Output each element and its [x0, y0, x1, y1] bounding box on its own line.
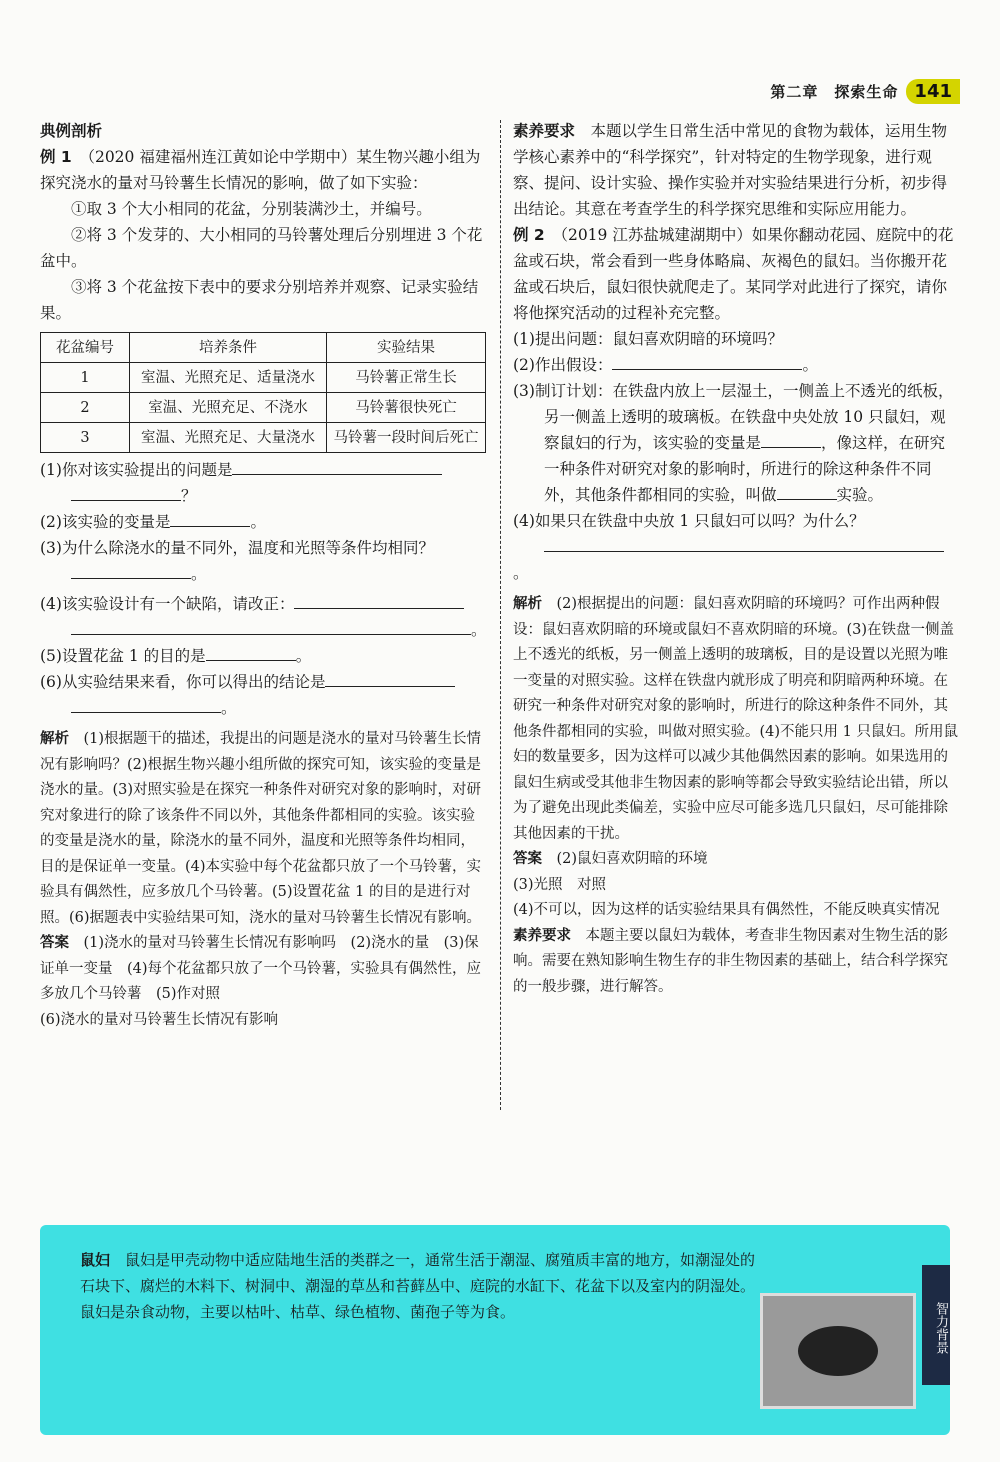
answer-label: 答案 [513, 851, 542, 867]
r-question-1: (1)提出问题：鼠妇喜欢阴暗的环境吗？ [513, 330, 783, 348]
answer-blank [294, 592, 464, 609]
table-header-row [41, 333, 486, 363]
r-question-4-cont: 。 [513, 534, 958, 586]
table-cell: 1 [41, 363, 130, 393]
table-cell: 室温、光照充足、适量浇水 [130, 363, 327, 393]
answer-blank [777, 483, 837, 500]
question-1-cont: ？ [40, 483, 488, 509]
r-question-3: (3)制订计划：在铁盘内放上一层湿土，一侧盖上不透光的纸板，另一侧盖上透明的玻璃板。在铁盘中央处放 10 只鼠妇，观察鼠妇的行为，该实验的变量是 ，像这样，在研究一种条件对研究对象的影响时，所进行的除这种条件不同外，其他条件都相同的实验，叫做 实验。 [513, 382, 954, 504]
chapter-title: 第二章 探索生命 [770, 82, 899, 101]
table-row [41, 423, 486, 453]
step-2: ②将 3 个发芽的、大小相同的马铃薯处理后分别埋进 3 个花盆中。 [40, 226, 483, 270]
answer-2-4: (4)不可以，因为这样的话实验结果具有偶然性，不能反映真实情况 [513, 902, 940, 918]
r-question-2: (2)作出假设： 。 [513, 352, 958, 378]
table-cell: 室温、光照充足、不浇水 [130, 393, 327, 423]
answer-blank [71, 618, 471, 635]
literacy-label: 素养要求 [513, 927, 571, 944]
answer-blank [325, 670, 455, 687]
question-5: (5)设置花盆 1 的目的是 。 [40, 643, 488, 669]
table-cell: 3 [41, 423, 130, 453]
woodlouse-icon [798, 1326, 878, 1376]
literacy-2: 素养要求 本题主要以鼠妇为载体，考查非生物因素对生物生活的影响。需要在熟知影响生物生存的非生物因素的基础上，结合科学探究的一般步骤，进行解答。 [513, 927, 948, 995]
woodlouse-photo [760, 1293, 916, 1409]
analysis-label: 解析 [513, 596, 542, 612]
background-text: 鼠妇 鼠妇是甲壳动物中适应陆地生活的类群之一，通常生活于潮湿、腐殖质丰富的地方，如潮湿处的石块下、腐烂的木料下、树洞中、潮湿的草丛和苔藓丛中、庭院的水缸下、花盆下以及室内的阴湿处。鼠妇是杂食动物，主要以枯叶、枯草、绿色植物、菌孢子等为食。 [80, 1251, 756, 1321]
answer-blank [761, 431, 821, 448]
answer-2: 答案 (2)鼠妇喜欢阴暗的环境 [513, 851, 708, 867]
question-2: (2)该实验的变量是 。 [40, 509, 488, 535]
answer-blank [170, 510, 250, 527]
right-column [513, 118, 958, 1000]
question-6: (6)从实验结果来看，你可以得出的结论是 [40, 669, 488, 695]
example-2-intro: 例 2 （2019 江苏盐城建湖期中）如果你翻动花园、庭院中的花盆或石块，常会看到一些身体略扁、灰褐色的鼠妇。当你搬开花盆或石块后，鼠妇很快就爬走了。某同学对此进行了探究，请你将他探究活动的过程补充完整。 [513, 226, 954, 322]
table-header: 实验结果 [327, 333, 486, 363]
question-4: (4)该实验设计有一个缺陷，请改正： [40, 591, 488, 617]
question-3-cont: 。 [40, 561, 488, 587]
analysis-label: 解析 [40, 731, 69, 747]
column-divider [500, 120, 501, 1110]
analysis-2: 解析 (2)根据提出的问题：鼠妇喜欢阴暗的环境吗？可作出两种假设：鼠妇喜欢阴暗的环境或鼠妇不喜欢阴暗的环境。(3)在铁盘一侧盖上不透光的纸板，另一侧盖上透明的玻璃板，目的是设置以光照为唯一变量的对照实验。这样在铁盘内就形成了明亮和阴暗两种环境。在研究一种条件对研究对象的影响时，所进行的除这种条件不同外，其他条件都相同的实验，叫做对照实验。(4)不能只用 1 只鼠妇。所用鼠妇的数量要多，因为这样可以减少其他偶然因素的影响。如果选用的鼠妇生病或受其他非生物因素的影响等都会导致实验结论出错，所以为了避免出现此类偏差，实验中应尽可能多选几只鼠妇，尽可能排除其他因素的干扰。 [513, 596, 958, 842]
table-row [41, 393, 486, 423]
table-row [41, 363, 486, 393]
answer-blank [71, 484, 181, 501]
step-1: ①取 3 个大小相同的花盆，分别装满沙土，并编号。 [71, 200, 432, 218]
answer-blank [544, 535, 944, 552]
left-column [40, 118, 488, 1033]
step-3: ③将 3 个花盆按下表中的要求分别培养并观察、记录实验结果。 [40, 278, 479, 322]
answer-blank [612, 353, 802, 370]
table-cell: 马铃薯很快死亡 [327, 393, 486, 423]
background-term: 鼠妇 [80, 1251, 111, 1269]
analysis-1: 解析 (1)根据题干的描述，我提出的问题是浇水的量对马铃薯生长情况有影响吗？(2)根据生物兴趣小组所做的探究可知，该实验的变量是浇水的量。(3)对照实验是在探究一种条件对研究对象的影响时，对研究对象进行的除了该条件不同以外，其他条件都相同的实验。该实验的变量是浇水的量，除浇水的量不同外，温度和光照等条件均相同，目的是保证单一变量。(4)本实验中每个花盆都只放了一个马铃薯，实验具有偶然性，应多放几个马铃薯。(5)设置花盆 1 的目的是进行对照。(6)据题表中实验结果可知，浇水的量对马铃薯生长情况有影响。 [40, 731, 482, 926]
example-1-label: 例 1 [40, 148, 72, 166]
table-cell: 2 [41, 393, 130, 423]
answer-1-6: (6)浇水的量对马铃薯生长情况有影响 [40, 1011, 279, 1028]
table-header: 培养条件 [130, 333, 327, 363]
section-title: 典例剖析 [40, 122, 103, 140]
question-3: (3)为什么除浇水的量不同外，温度和光照等条件均相同？ [40, 539, 434, 557]
question-4-cont: 。 [40, 617, 488, 643]
answer-1: 答案 (1)浇水的量对马铃薯生长情况有影响吗 (2)浇水的量 (3)保证单一变量 (4)每个花盆都只放了一个马铃薯，实验具有偶然性，应多放几个马铃薯 (5)作对照 [40, 935, 482, 1002]
question-1: (1)你对该实验提出的问题是 [40, 457, 488, 483]
r-question-4: (4)如果只在铁盘中央放 1 只鼠妇可以吗？为什么？ [513, 512, 865, 530]
background-knowledge-box [40, 1225, 950, 1435]
example-2-label: 例 2 [513, 226, 545, 244]
page-number: 141 [906, 79, 960, 104]
answer-blank [206, 644, 296, 661]
table-cell: 室温、光照充足、大量浇水 [130, 423, 327, 453]
answer-blank [71, 562, 191, 579]
literacy-label: 素养要求 [513, 122, 576, 140]
answer-2-3: (3)光照 对照 [513, 876, 607, 893]
answer-blank [232, 458, 442, 475]
question-6-cont: 。 [40, 695, 488, 721]
literacy-1: 素养要求 本题以学生日常生活中常见的食物为载体，运用生物学核心素养中的“科学探究”，针对特定的生物学现象，进行观察、提问、设计实验、操作实验并对实验结果进行分析，初步得出结论。其意在考查学生的科学探究思维和实际应用能力。 [513, 122, 948, 218]
page-header [770, 78, 960, 104]
experiment-table [40, 332, 486, 453]
answer-blank [71, 696, 221, 713]
table-cell: 马铃薯正常生长 [327, 363, 486, 393]
table-header: 花盆编号 [41, 333, 130, 363]
side-tab: 智力背景 [922, 1265, 950, 1385]
table-cell: 马铃薯一段时间后死亡 [327, 423, 486, 453]
example-1-intro: 例 1 （2020 福建福州连江黄如论中学期中）某生物兴趣小组为探究浇水的量对马铃薯生长情况的影响，做了如下实验： [40, 148, 481, 192]
answer-label: 答案 [40, 935, 69, 951]
